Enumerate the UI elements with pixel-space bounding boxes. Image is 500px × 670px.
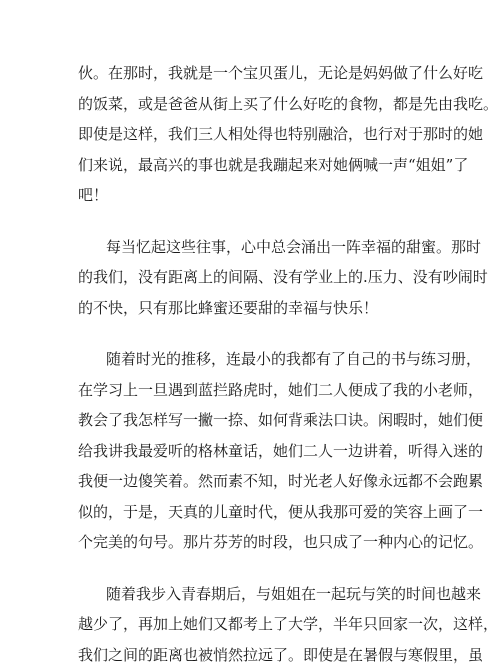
paragraph-1 — [78, 58, 448, 211]
text-line: 在学习上一旦遇到蓝拦路虎时，她们二人便成了我的小老师， — [78, 375, 448, 406]
paragraph-2 — [78, 232, 448, 324]
text-line: 的我们，没有距离上的间隔、没有学业上的.压力、没有吵闹时 — [78, 262, 448, 293]
text-line: 给我讲我最爱听的格林童话，她们二人一边讲着，听得入迷的 — [78, 436, 448, 467]
text-line: 即使是这样，我们三人相处得也特别融洽，也行对于那时的她 — [78, 119, 448, 150]
text-line: 似的，于是，天真的儿童时代，便从我那可爱的笑容上画了一 — [78, 497, 448, 528]
text-line: 个完美的句号。那片芬芳的时段，也只成了一种内心的记忆。 — [78, 527, 448, 558]
text-line: 伙。在那时，我就是一个宝贝蛋儿，无论是妈妈做了什么好吃 — [78, 58, 448, 89]
paragraph-gap — [78, 211, 448, 232]
paragraph-3 — [78, 344, 448, 558]
paragraph-gap — [78, 323, 448, 344]
text-line: 教会了我怎样写一撇一捺、如何背乘法口诀。闲暇时，她们便 — [78, 405, 448, 436]
text-line: 吧！ — [78, 180, 448, 211]
paragraph-4 — [78, 579, 448, 670]
text-line: 我们之间的距离也被悄然拉远了。即使是在暑假与寒假里，虽 — [78, 640, 448, 670]
text-line: 随着我步入青春期后，与姐姐在一起玩与笑的时间也越来 — [78, 579, 448, 610]
paragraph-gap — [78, 558, 448, 579]
text-line: 的饭菜，或是爸爸从街上买了什么好吃的食物，都是先由我吃。 — [78, 89, 448, 120]
text-line: 我便一边傻笑着。然而素不知，时光老人好像永远都不会跑累 — [78, 466, 448, 497]
text-line: 随着时光的推移，连最小的我都有了自己的书与练习册， — [78, 344, 448, 375]
text-line: 每当忆起这些往事，心中总会涌出一阵幸福的甜蜜。那时 — [78, 232, 448, 263]
text-line: 越少了，再加上她们又都考上了大学，半年只回家一次，这样， — [78, 609, 448, 640]
text-line: 的不快，只有那比蜂蜜还要甜的幸福与快乐！ — [78, 293, 448, 324]
text-line: 们来说，最高兴的事也就是我蹦起来对她俩喊一声“姐姐”了 — [78, 150, 448, 181]
document-body — [78, 58, 448, 670]
